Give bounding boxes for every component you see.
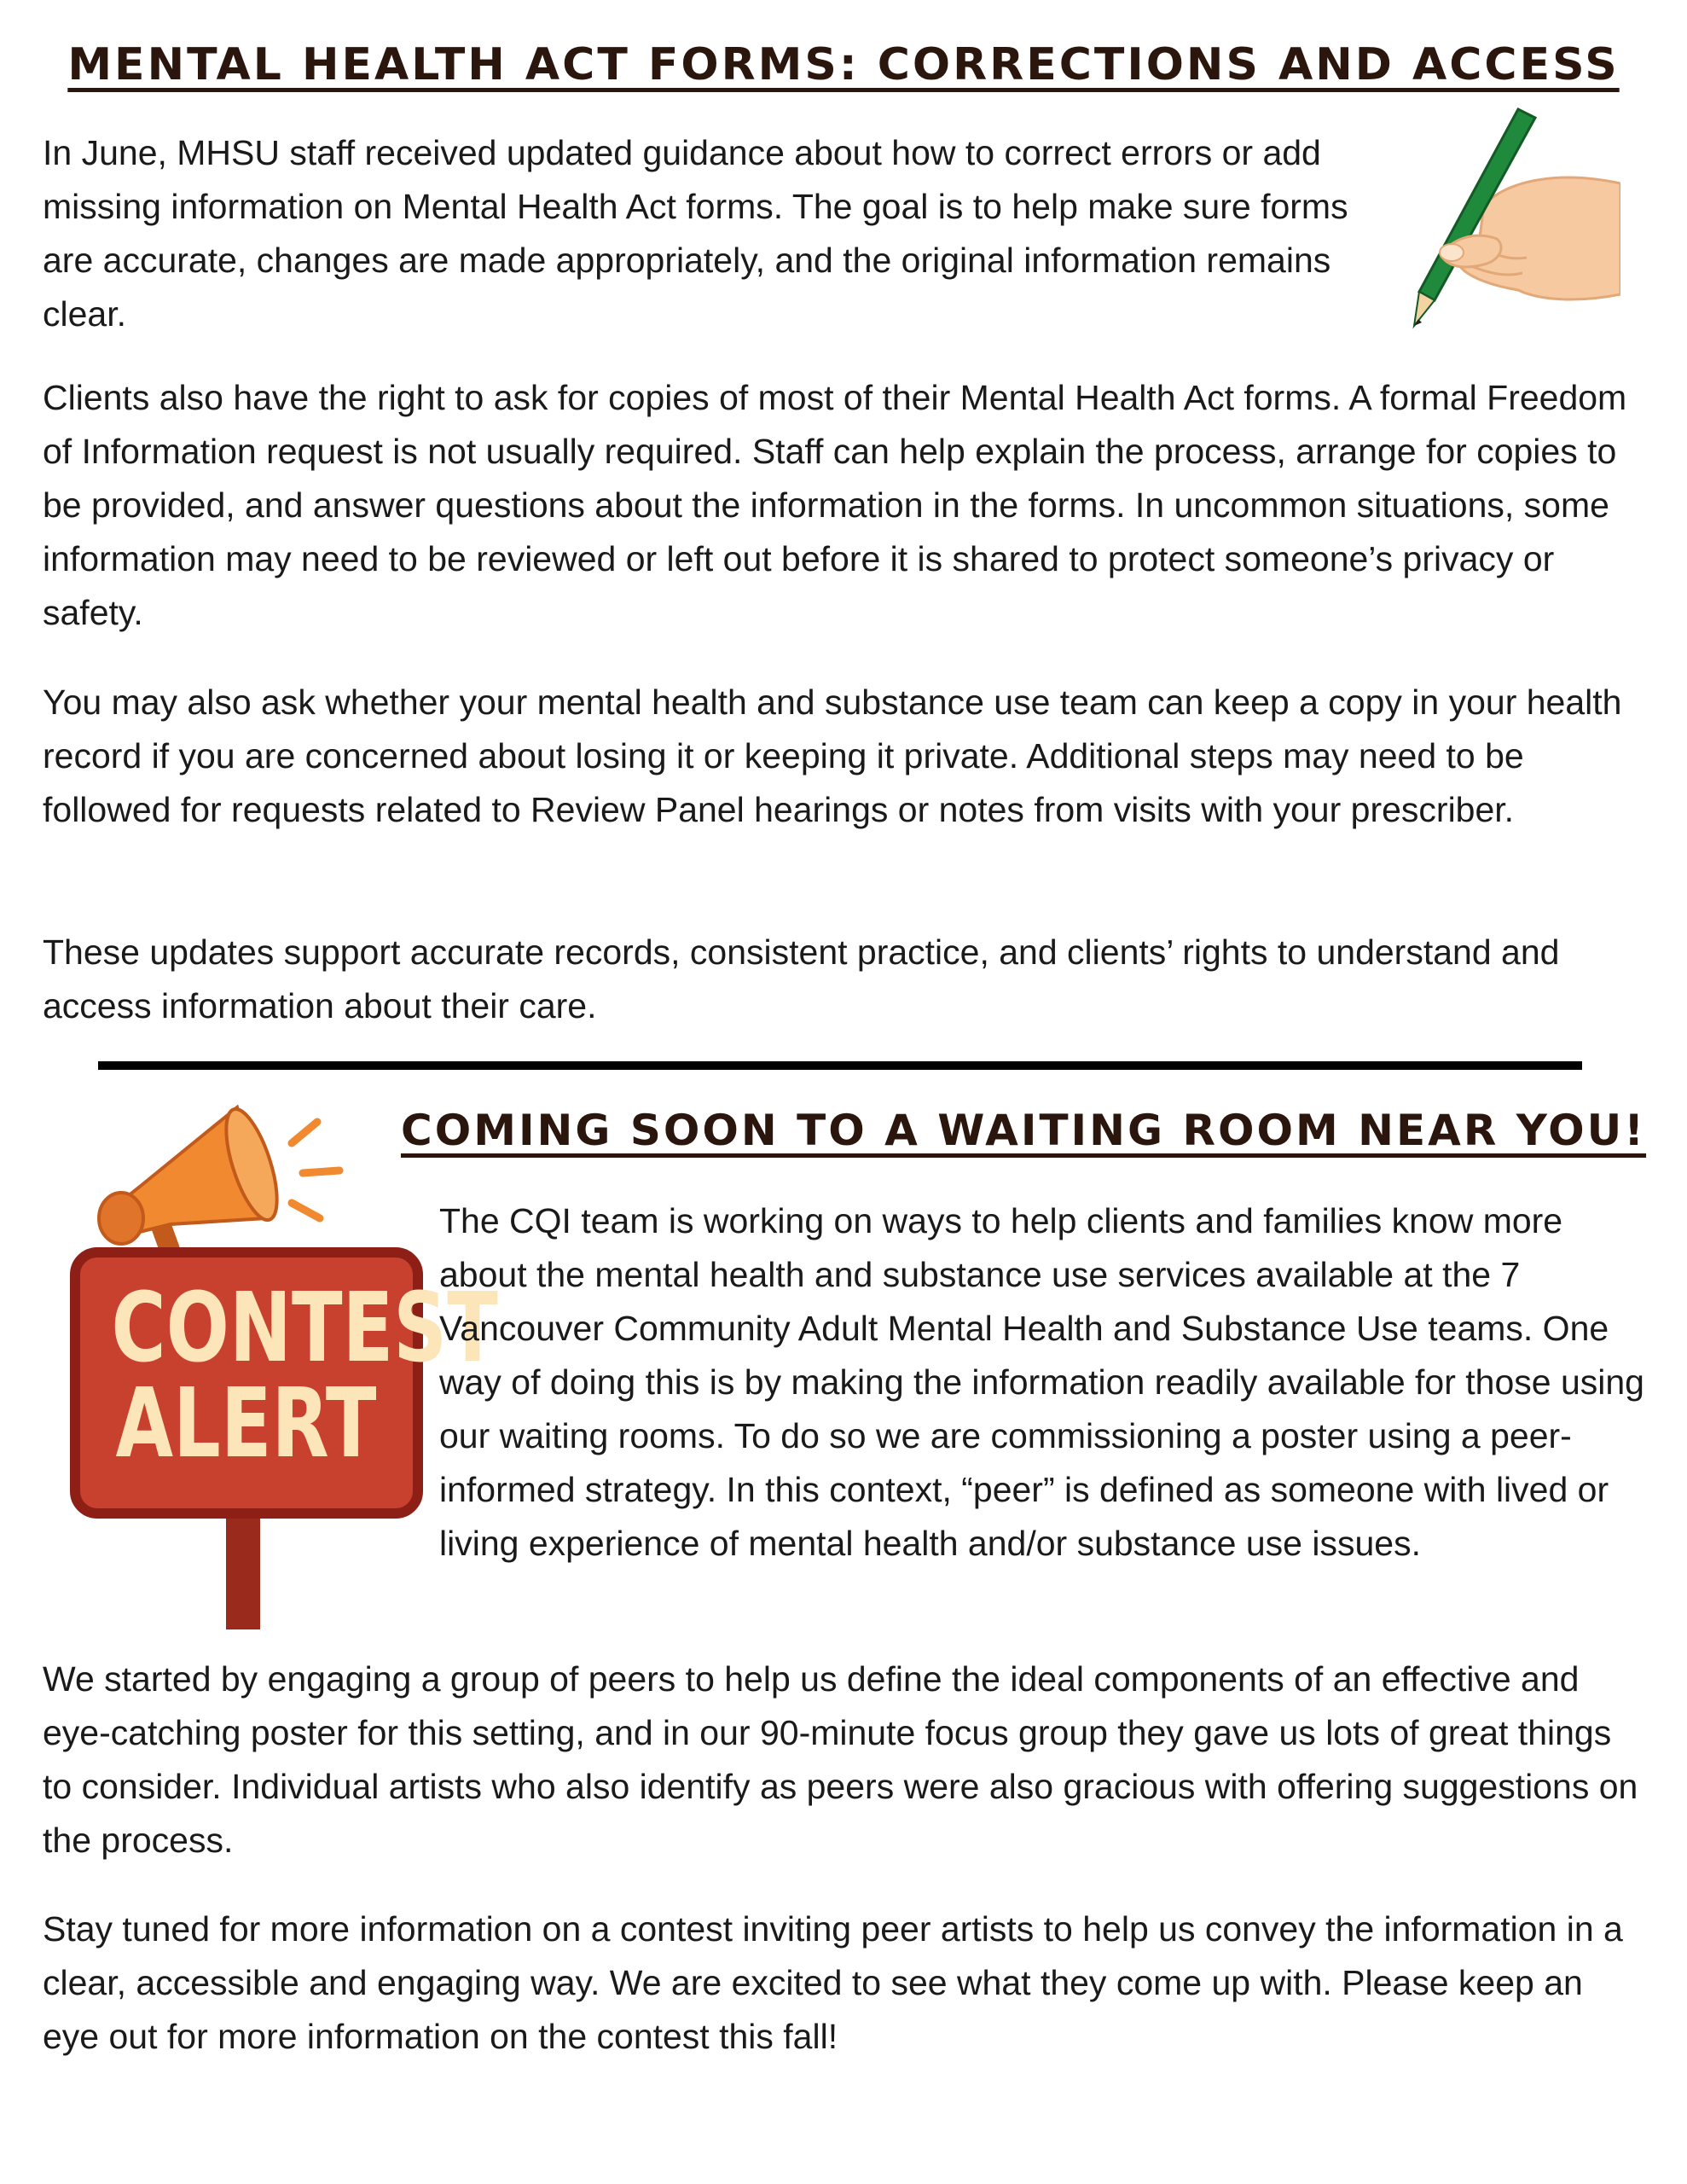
section2-paragraph-2: We started by engaging a group of peers to help us define the ideal components of an effective and eye-catching poster for this setting, and in our 90-minute focus group they gave us lots of great things to consider. Individual artists who also identify as peers were also gracious with offering suggestions on the process.	[43, 1659, 1638, 1860]
section1-paragraph-4: These updates support accurate records, consistent practice, and clients’ rights to understand and access information about their care.	[43, 932, 1560, 1025]
section1-paragraph-3: You may also ask whether your mental health and substance use team can keep a copy in your health record if you are concerned about losing it or keeping it private. Additional steps may need to be followed for requests related to Review Panel hearings or notes from visits with your prescriber.	[43, 682, 1622, 829]
hand-writing-with-pencil-icon	[1390, 102, 1620, 341]
section2-title: COMING SOON TO A WAITING ROOM NEAR YOU!	[401, 1106, 1647, 1155]
section-divider	[98, 1061, 1582, 1070]
contest-sign-line-2: ALERT	[115, 1368, 377, 1479]
section2-paragraph-1: The CQI team is working on ways to help clients and families know more about the mental health and substance use services available at the 7 Vancouver Community Adult Mental Health and Substance Use teams. One way of doing this is by making the information readily available for those using our waiting rooms. To do so we are commissioning a poster using a peer-informed strategy. In this context, “peer” is defined as someone with lived or living experience of mental health and/or substance use issues.	[439, 1201, 1644, 1563]
section1-title: MENTAL HEALTH ACT FORMS: CORRECTIONS AND ACCESS	[67, 39, 1620, 90]
section1-paragraph-1: In June, MHSU staff received updated guidance about how to correct errors or add missing information on Mental Health Act forms. The goal is to help make sure forms are accurate, changes are made appropriately, and the original information remains clear.	[43, 133, 1348, 334]
section1-paragraph-2: Clients also have the right to ask for copies of most of their Mental Health Act forms. A formal Freedom of Information request is not usually required. Staff can help explain the process, arrange for copies to be provided, and answer questions about the information in the forms. In uncommon situations, some information may need to be reviewed or left out before it is shared to protect someone’s privacy or safety.	[43, 378, 1627, 632]
section2-paragraph-3: Stay tuned for more information on a contest inviting peer artists to help us convey the information in a clear, accessible and engaging way. We are excited to see what they come up with. Please keep an eye out for more information on the contest this fall!	[43, 1909, 1623, 2056]
megaphone-icon	[99, 1104, 339, 1258]
contest-sign-line-1: CONTEST	[111, 1273, 498, 1384]
